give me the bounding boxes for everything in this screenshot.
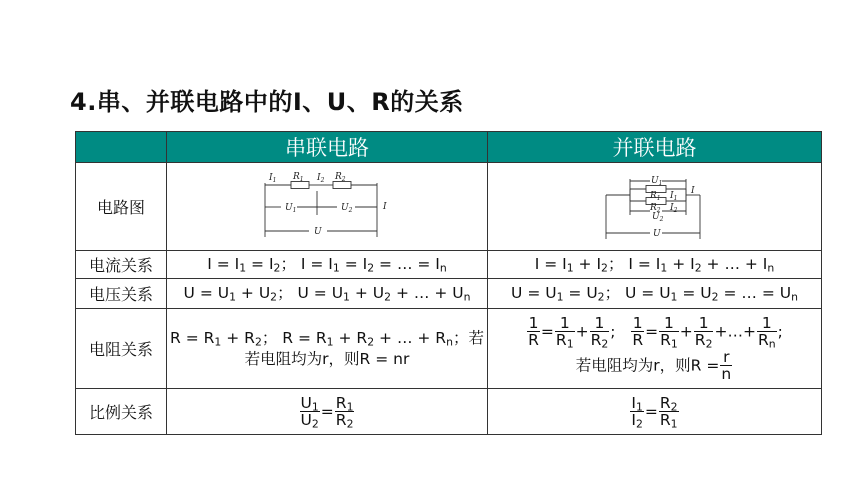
table-row-diagram bbox=[76, 163, 822, 251]
series-voltage-formula: $U = U_1 + U_2$； $U = U_1 + U_2$ + … + $U_n$ bbox=[167, 279, 488, 309]
table-row-voltage bbox=[76, 279, 822, 309]
series-resistance-formula: $R = R_1 + R_2$； $R = R_1 + R_2$ + … + $R_n$；若 若电阻均为r，则R = nr bbox=[167, 309, 488, 389]
row-label-ratio: 比例关系 bbox=[76, 389, 167, 435]
parallel-diagram-label-i: I bbox=[690, 185, 695, 196]
header-empty-cell bbox=[76, 132, 167, 163]
row-label-resistance: 电阻关系 bbox=[76, 309, 167, 389]
series-diagram-label-u1: $U_1$ bbox=[285, 202, 297, 214]
parallel-diagram-label-u: U bbox=[652, 228, 661, 239]
parallel-diagram-cell bbox=[488, 163, 822, 251]
parallel-diagram-label-r2: $R_2$ bbox=[649, 202, 661, 214]
series-diagram-label-r1: $R_1$ bbox=[293, 171, 304, 183]
series-ratio-formula: $\frac{U_1}{U_2}$ = $\frac{R_1}{R_2}$ bbox=[167, 389, 488, 435]
header-parallel-circuit: 并联电路 bbox=[488, 132, 822, 163]
table-row-ratio bbox=[76, 389, 822, 435]
series-diagram-label-i2: $I_2$ bbox=[317, 172, 325, 184]
series-diagram-label-u: U bbox=[314, 226, 322, 237]
parallel-diagram-label-r1: $R_1$ bbox=[649, 190, 661, 202]
header-series-circuit: 串联电路 bbox=[167, 132, 488, 163]
table-header-row bbox=[76, 132, 822, 163]
page-title: 4.串、并联电路中的I、U、R的关系 bbox=[70, 88, 464, 116]
row-label-voltage: 电压关系 bbox=[76, 279, 167, 309]
row-label-current: 电流关系 bbox=[76, 251, 167, 279]
series-diagram-cell bbox=[167, 163, 488, 251]
series-current-formula: $I = I_1 = I_2$； $I = I_1 = I_2$ = … = $I_n$ bbox=[167, 251, 488, 279]
parallel-diagram-label-u1: $U_1$ bbox=[650, 175, 662, 187]
parallel-resistance-note: 若电阻均为r，则R = bbox=[575, 355, 720, 374]
parallel-voltage-formula: $U = U_1 = U_2$； $U = U_1 = U_2$ = … = $U_n$ bbox=[488, 279, 822, 309]
series-diagram-label-i: I bbox=[383, 201, 387, 212]
parallel-current-formula: $I = I_1 + I_2$； $I = I_1 + I_2$ + … + $I_n$ bbox=[488, 251, 822, 279]
series-circuit-diagram bbox=[257, 169, 397, 245]
table-row-resistance bbox=[76, 309, 822, 389]
series-resistance-note: 若电阻均为r，则R = nr bbox=[244, 349, 410, 368]
row-label-diagram: 电路图 bbox=[76, 163, 167, 251]
series-diagram-label-i1: $I_1$ bbox=[269, 172, 277, 184]
series-diagram-label-r2: $R_2$ bbox=[335, 171, 346, 183]
circuit-relations-table bbox=[75, 131, 822, 435]
series-diagram-label-u2: $U_2$ bbox=[341, 202, 353, 214]
parallel-ratio-formula: $\frac{I_1}{I_2}$ = $\frac{R_2}{R_1}$ bbox=[488, 389, 822, 435]
parallel-diagram-label-u2: $U_2$ bbox=[651, 211, 663, 223]
parallel-diagram-label-i1: $I_1$ bbox=[669, 190, 677, 202]
parallel-resistance-formula: $\frac{1}{R}$ = $\frac{1}{R_1}$ + $\frac{1}{R_2}$ ; $\frac{1}{R}$ = $\frac{1}{R_1}$ + $\frac{1}{R_2}$ +…+ $\frac{1}{R_n}$ ; 若电阻均为r，则R = $\frac{r}{n}$ bbox=[488, 309, 822, 389]
table-row-current bbox=[76, 251, 822, 279]
parallel-circuit-diagram bbox=[600, 167, 710, 247]
parallel-diagram-label-i2: $I_2$ bbox=[669, 202, 677, 214]
